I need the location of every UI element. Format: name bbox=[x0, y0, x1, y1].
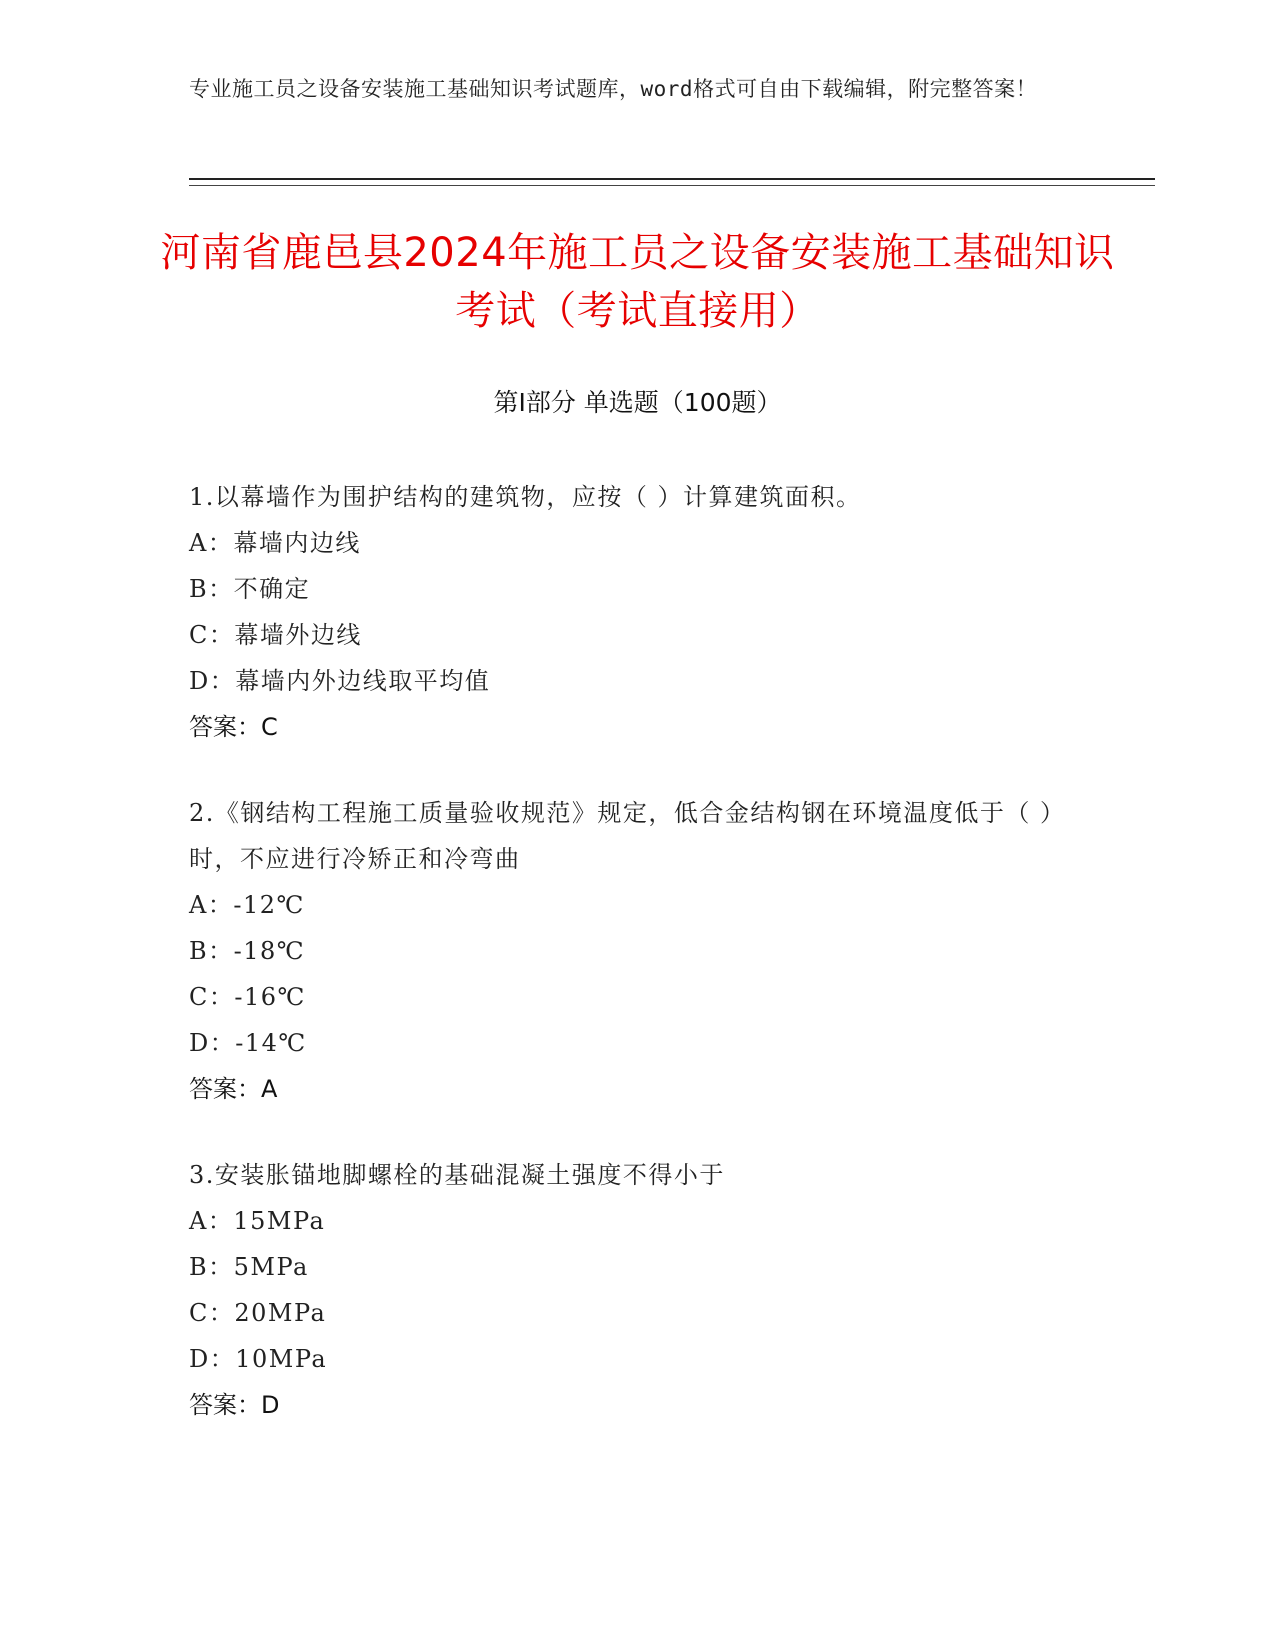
option-b: B：不确定 bbox=[189, 575, 311, 603]
answer-line: 答案：A bbox=[189, 1075, 278, 1103]
header-divider-thick bbox=[189, 178, 1155, 180]
option-a: A：幕墙内边线 bbox=[189, 529, 361, 557]
option-a: A：15MPa bbox=[189, 1207, 326, 1235]
section-heading: 第Ⅰ部分 单选题（100题） bbox=[493, 388, 782, 417]
document-title: 河南省鹿邑县2024年施工员之设备安装施工基础知识考试（考试直接用） bbox=[160, 230, 1115, 334]
question-stem: 2.《钢结构工程施工质量验收规范》规定，低合金结构钢在环境温度低于（ ）时，不应进行冷矫正和冷弯曲 bbox=[189, 799, 1066, 873]
question-2 bbox=[189, 790, 1089, 1112]
question-stem: 1.以幕墙作为围护结构的建筑物，应按（ ）计算建筑面积。 bbox=[189, 483, 862, 511]
option-d: D：-14℃ bbox=[189, 1029, 307, 1057]
option-c: C：幕墙外边线 bbox=[189, 621, 362, 649]
answer-line: 答案：C bbox=[189, 713, 278, 741]
option-d: D：10MPa bbox=[189, 1345, 328, 1373]
question-3 bbox=[189, 1152, 1089, 1428]
option-b: B：5MPa bbox=[189, 1253, 309, 1281]
header-divider-thin bbox=[189, 185, 1155, 186]
header-note: 专业施工员之设备安装施工基础知识考试题库，word格式可自由下载编辑，附完整答案！ bbox=[189, 77, 1038, 101]
option-b: B：-18℃ bbox=[189, 937, 306, 965]
question-stem: 3.安装胀锚地脚螺栓的基础混凝土强度不得小于 bbox=[189, 1161, 725, 1189]
option-a: A：-12℃ bbox=[189, 891, 305, 919]
question-1 bbox=[189, 474, 1089, 750]
answer-line: 答案：D bbox=[189, 1391, 280, 1419]
option-c: C：-16℃ bbox=[189, 983, 306, 1011]
option-d: D：幕墙内外边线取平均值 bbox=[189, 667, 491, 695]
option-c: C：20MPa bbox=[189, 1299, 327, 1327]
